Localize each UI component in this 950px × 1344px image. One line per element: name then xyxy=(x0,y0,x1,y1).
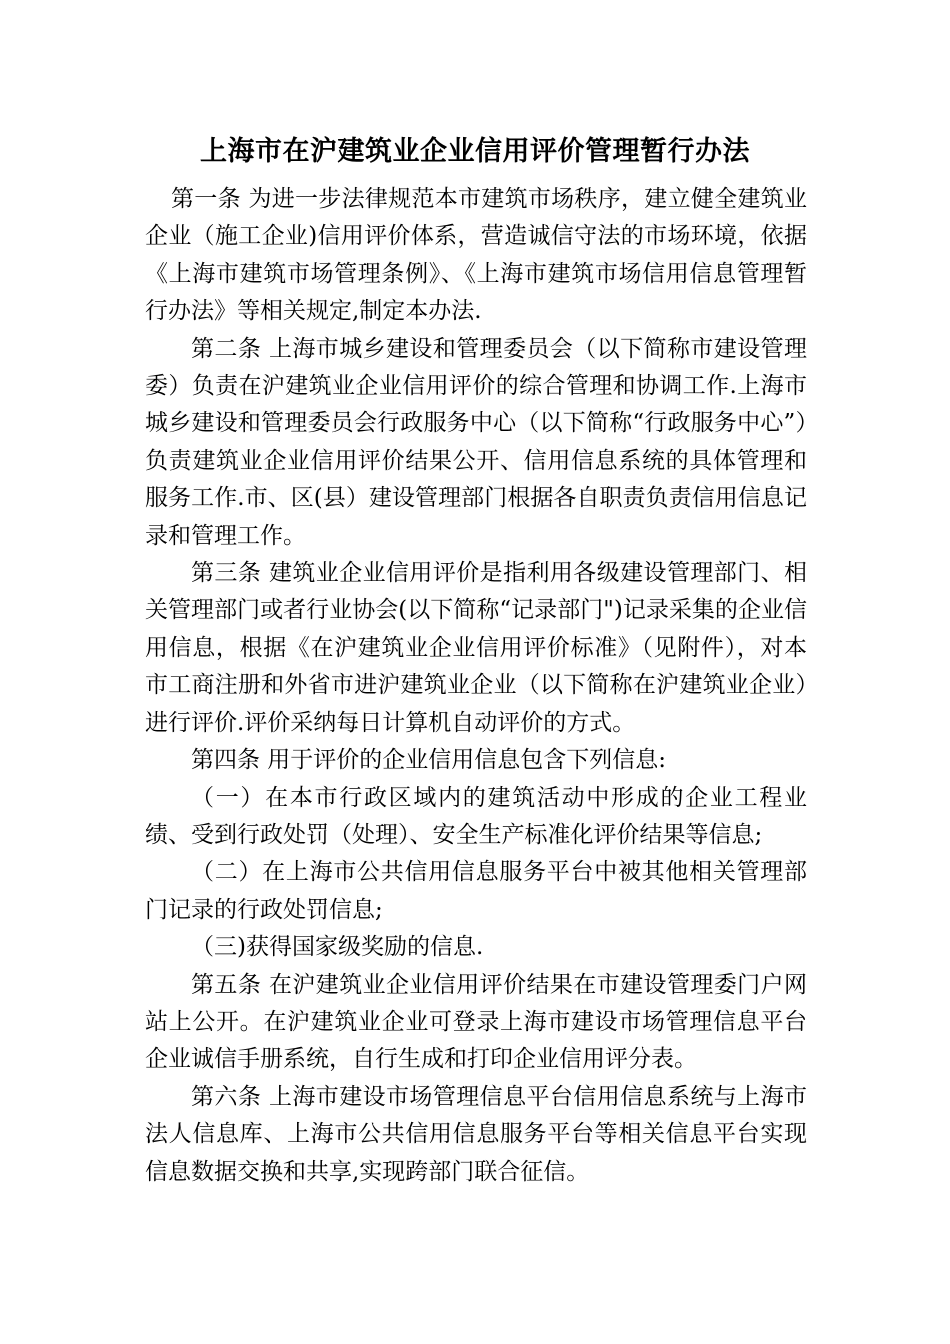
article-4-paragraph: 第四条 用于评价的企业信用信息包含下列信息: xyxy=(191,747,667,774)
article-1-paragraph: 第一条 为进一步法律规范本市建筑市场秩序，建立健全建筑业企业（施工企业)信用评价体系，营造诚信守法的市场环境，依据《上海市建筑市场管理条例》、《上海市建筑市场信用信息管理暂行办法》等相关规定,制定本办法. xyxy=(145,186,807,325)
document-body xyxy=(145,181,807,1191)
article-2-paragraph: 第二条 上海市城乡建设和管理委员会（以下简称市建设管理委）负责在沪建筑业企业信用评价的综合管理和协调工作.上海市城乡建设和管理委员会行政服务中心（以下简称“行政服务中心”）负责建筑业企业信用评价结果公开、信用信息系统的具体管理和服务工作.市、区(县）建设管理部门根据各自职责负责信用信息记录和管理工作。 xyxy=(145,335,807,549)
article-3-paragraph: 第三条 建筑业企业信用评价是指利用各级建设管理部门、相关管理部门或者行业协会(以下简称“记录部门")记录采集的企业信用信息，根据《在沪建筑业企业信用评价标准》（见附件），对本市工商注册和外省市进沪建筑业企业（以下简称在沪建筑业企业）进行评价.评价采纳每日计算机自动评价的方式。 xyxy=(145,560,807,736)
article-4-item-2: （二）在上海市公共信用信息服务平台中被其他相关管理部门记录的行政处罚信息; xyxy=(145,859,807,923)
document-title: 上海市在沪建筑业企业信用评价管理暂行办法 xyxy=(200,136,750,167)
article-5-paragraph: 第五条 在沪建筑业企业信用评价结果在市建设管理委门户网站上公开。在沪建筑业企业可登录上海市建设市场管理信息平台企业诚信手册系统，自行生成和打印企业信用评分表。 xyxy=(145,971,807,1073)
article-6-paragraph: 第六条 上海市建设市场管理信息平台信用信息系统与上海市法人信息库、上海市公共信用信息服务平台等相关信息平台实现信息数据交换和共享,实现跨部门联合征信。 xyxy=(145,1083,807,1185)
article-4-item-1: （一）在本市行政区域内的建筑活动中形成的企业工程业绩、受到行政处罚（处理）、安全生产标准化评价结果等信息; xyxy=(145,784,807,848)
article-4-item-3: （三)获得国家级奖励的信息. xyxy=(191,934,484,961)
